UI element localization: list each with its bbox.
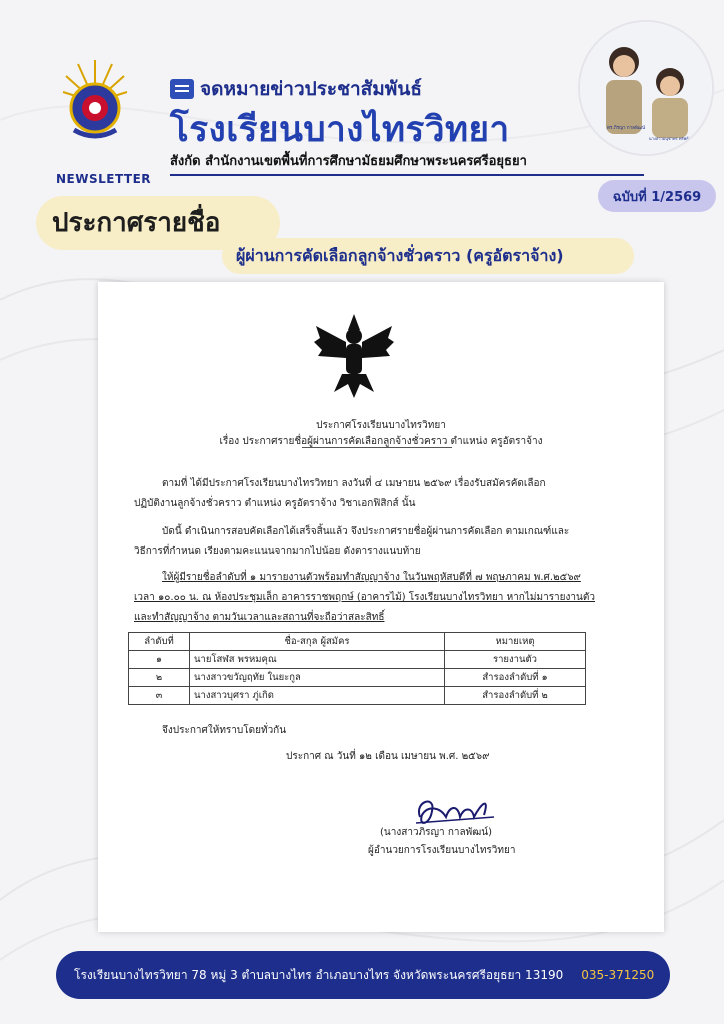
- announce-subject: เรื่อง ประกาศรายชื่อผู้ผ่านการคัดเลือกลูกจ้างชั่วคราว ตำแหน่ง ครูอัตราจ้าง: [219, 436, 543, 447]
- header-order: ลำดับที่: [129, 633, 190, 651]
- photo-caption-1: ดร.ภิรญา กาลพัฒน์: [606, 126, 646, 131]
- para3-line1: ให้ผู้มีรายชื่อลำดับที่ ๑ มารายงานตัวพร้อมทำสัญญาจ้าง ในวันพฤหัสบดีที่ ๗ พฤษภาคม พ.ศ.๒๕๖๙: [162, 572, 581, 583]
- cell-order: ๓: [129, 687, 190, 705]
- footer-phone: 035-371250: [581, 968, 655, 982]
- signer-position: ผู้อำนวยการโรงเรียนบางไทรวิทยา: [368, 845, 516, 856]
- school-logo: [62, 58, 128, 142]
- photo-caption-2: นางสาวอนุชาพร ทรัพย์อนันต์: [648, 136, 700, 141]
- header-remark: หมายเหตุ: [445, 633, 586, 651]
- para2-line2: วิธีการที่กำหนด เรียงตามคะแนนจากมากไปน้อย ดังตารางแนบท้าย: [134, 546, 421, 557]
- table-row: [129, 651, 586, 669]
- cell-name: นายโสฬส พรหมคุณ: [190, 651, 445, 669]
- cell-name: นางสาวบุศรา ภู่เกิด: [190, 687, 445, 705]
- subtitle-row: [170, 74, 422, 104]
- sub-title: ผู้ผ่านการคัดเลือกลูกจ้างชั่วคราว (ครูอัตราจ้าง): [236, 246, 564, 265]
- announcement-date: ประกาศ ณ วันที่ ๑๒ เดือน เมษายน พ.ศ. ๒๕๖๙: [286, 751, 490, 762]
- issue-badge: ฉบับที่ 1/2569: [598, 180, 716, 212]
- para3-line3: และทำสัญญาจ้าง ตามวันเวลาและสถานที่จะถือว่าสละสิทธิ์: [134, 612, 385, 623]
- newsletter-label: NEWSLETTER: [56, 172, 152, 186]
- header-divider: [170, 174, 644, 176]
- announcement-document: [98, 282, 664, 932]
- table-row: [129, 669, 586, 687]
- header-name: ชื่อ-สกุล ผู้สมัคร: [190, 633, 445, 651]
- table-header-row: [129, 633, 586, 651]
- candidates-table: [128, 632, 586, 705]
- paragraph-1: [134, 474, 634, 514]
- document-icon: [170, 79, 194, 99]
- footer-address: โรงเรียนบางไทรวิทยา 78 หมู่ 3 ตำบลบางไทร อำเภอบางไทร จังหวัดพระนครศรีอยุธยา 13190: [74, 967, 564, 982]
- cell-remark: สำรองลำดับที่ ๒: [445, 687, 586, 705]
- cell-order: ๑: [129, 651, 190, 669]
- paragraph-2: [134, 522, 634, 562]
- para1-line2: ปฏิบัติงานลูกจ้างชั่วคราว ตำแหน่ง ครูอัตราจ้าง วิชาเอกฟิสิกส์ นั้น: [134, 498, 416, 509]
- closing-statement: จึงประกาศให้ทราบโดยทั่วกัน: [162, 725, 287, 736]
- affiliation: สังกัด สำนักงานเขตพื้นที่การศึกษามัธยมศึกษาพระนครศรีอยุธยา: [170, 154, 527, 169]
- cell-remark: รายงานตัว: [445, 651, 586, 669]
- para2-line1: บัดนี้ ดำเนินการสอบคัดเลือกได้เสร็จสิ้นแล้ว จึงประกาศรายชื่อผู้ผ่านการคัดเลือก ตามเกณฑ์และ: [162, 526, 570, 537]
- subject-divider: [302, 447, 452, 448]
- para3-line2: เวลา ๑๐.๐๐ น. ณ ห้องประชุมเล็ก อาคารราชพฤกษ์ (อาคารไม้) โรงเรียนบางไทรวิทยา หากไม่มารายงานตัว: [134, 592, 595, 603]
- school-name: โรงเรียนบางไทรวิทยา: [170, 110, 510, 150]
- newsletter-subtitle: จดหมายข่าวประชาสัมพันธ์: [200, 78, 422, 100]
- cell-remark: สำรองลำดับที่ ๑: [445, 669, 586, 687]
- para1-line1: ตามที่ ได้มีประกาศโรงเรียนบางไทรวิทยา ลงวันที่ ๔ เมษายน ๒๕๖๙ เรื่องรับสมัครคัดเลือก: [162, 478, 546, 489]
- footer-bar: [56, 951, 670, 999]
- cell-order: ๒: [129, 669, 190, 687]
- officials-photo-illustration: [580, 22, 712, 154]
- cell-name: นางสาวขวัญฤทัย ในยะกูล: [190, 669, 445, 687]
- table-row: [129, 687, 586, 705]
- announce-org: ประกาศโรงเรียนบางไทรวิทยา: [316, 420, 446, 431]
- signer-name: (นางสาวภิรญา กาลพัฒน์): [380, 827, 493, 838]
- officials-photo: [578, 20, 714, 156]
- main-title: ประกาศรายชื่อ: [52, 208, 221, 238]
- garuda-emblem: [312, 308, 396, 404]
- paragraph-3: [134, 568, 634, 628]
